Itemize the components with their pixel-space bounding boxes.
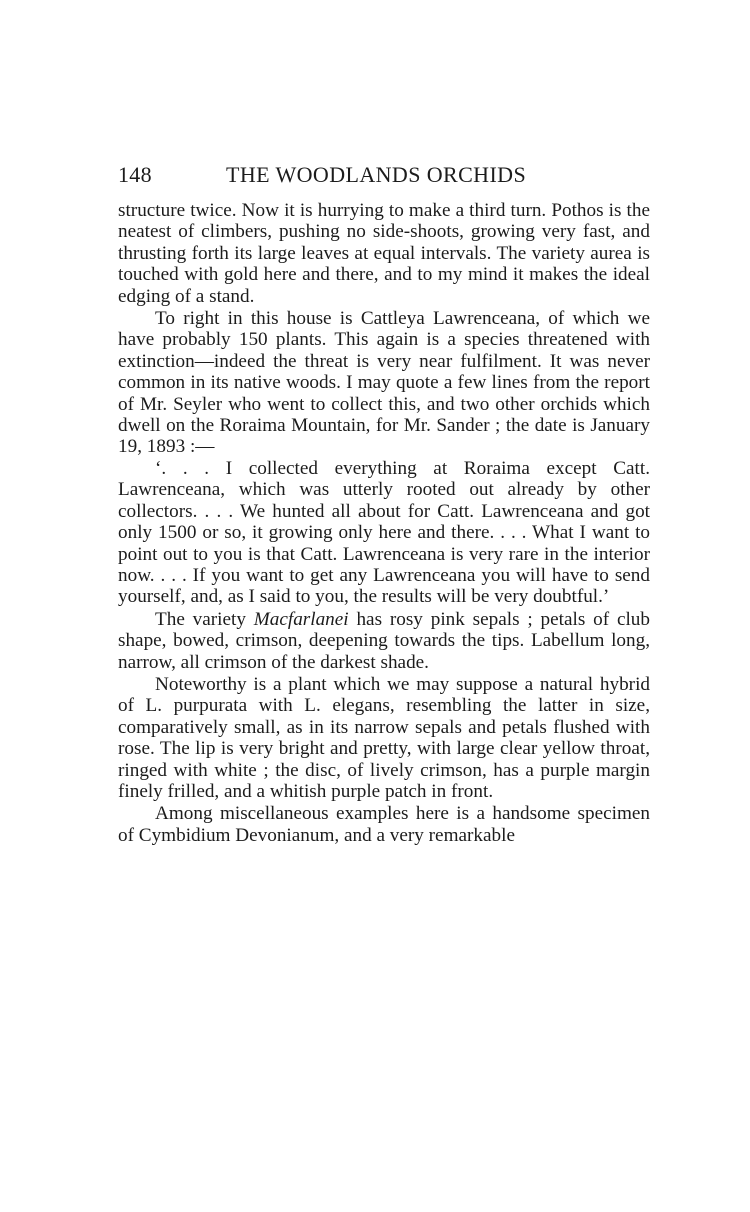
variety-name-italic: Macfarlanei (253, 608, 349, 630)
book-title: THE WOODLANDS ORCHIDS (226, 162, 527, 187)
paragraph-macfarlanei-lead: The variety (155, 608, 254, 630)
paragraph-cattleya-lawrenceana: To right in this house is Cattleya Lawrenceana, of which we have probably 150 plants. This again is a species threatened with extinction—indeed the threat is very near fulfilment. It was never common in its native woods. I may quote a few lines from the report of Mr. Seyler who went to collect this, and two other orchids which dwell on the Roraima Mountain, for Mr. Sander ; the date is January 19, 1893 :— (118, 308, 650, 458)
paragraph-macfarlanei-rest: has rosy pink sepals ; petals of club shape, bowed, crimson, deepening towards the tips. Labellum long, narrow, all crimson of the darkest shade. (118, 608, 650, 673)
paragraph-seyler-quote: ‘. . . I collected everything at Roraima except Catt. Lawrenceana, which was utterly rooted out already by other collectors. . . . We hunted all about for Catt. Lawrenceana and got only 1500 or so, it growing only here and there. . . . What I want to point out to you is that Catt. Lawrenceana is very rare in the interior now. . . . If you want to get any Lawrenceana you will have to send yourself, and, as I said to you, the results will be very doubtful.’ (118, 457, 650, 608)
body-text (118, 200, 650, 846)
running-head (118, 158, 650, 190)
paragraph-natural-hybrid: Noteworthy is a plant which we may suppose a natural hybrid of L. purpurata with L. elegans, resembling the latter in size, comparatively small, as in its narrow sepals and petals flushed with rose. The lip is very bright and pretty, with large clear yellow throat, ringed with white ; the disc, of lively crimson, has a purple margin finely frilled, and a whitish purple patch in front. (118, 673, 650, 802)
page-number: 148 (118, 162, 152, 187)
paragraph-miscellaneous: Among miscellaneous examples here is a handsome specimen of Cymbidium Devonianum, and a very remarkable (118, 803, 650, 846)
paragraph-macfarlanei (118, 609, 650, 673)
paragraph-continuation: structure twice. Now it is hurrying to make a third turn. Pothos is the neatest of climbers, pushing no side-shoots, growing very fast, and thrusting forth its large leaves at equal intervals. The variety aurea is touched with gold here and there, and to my mind it makes the ideal edging of a stand. (118, 200, 650, 307)
